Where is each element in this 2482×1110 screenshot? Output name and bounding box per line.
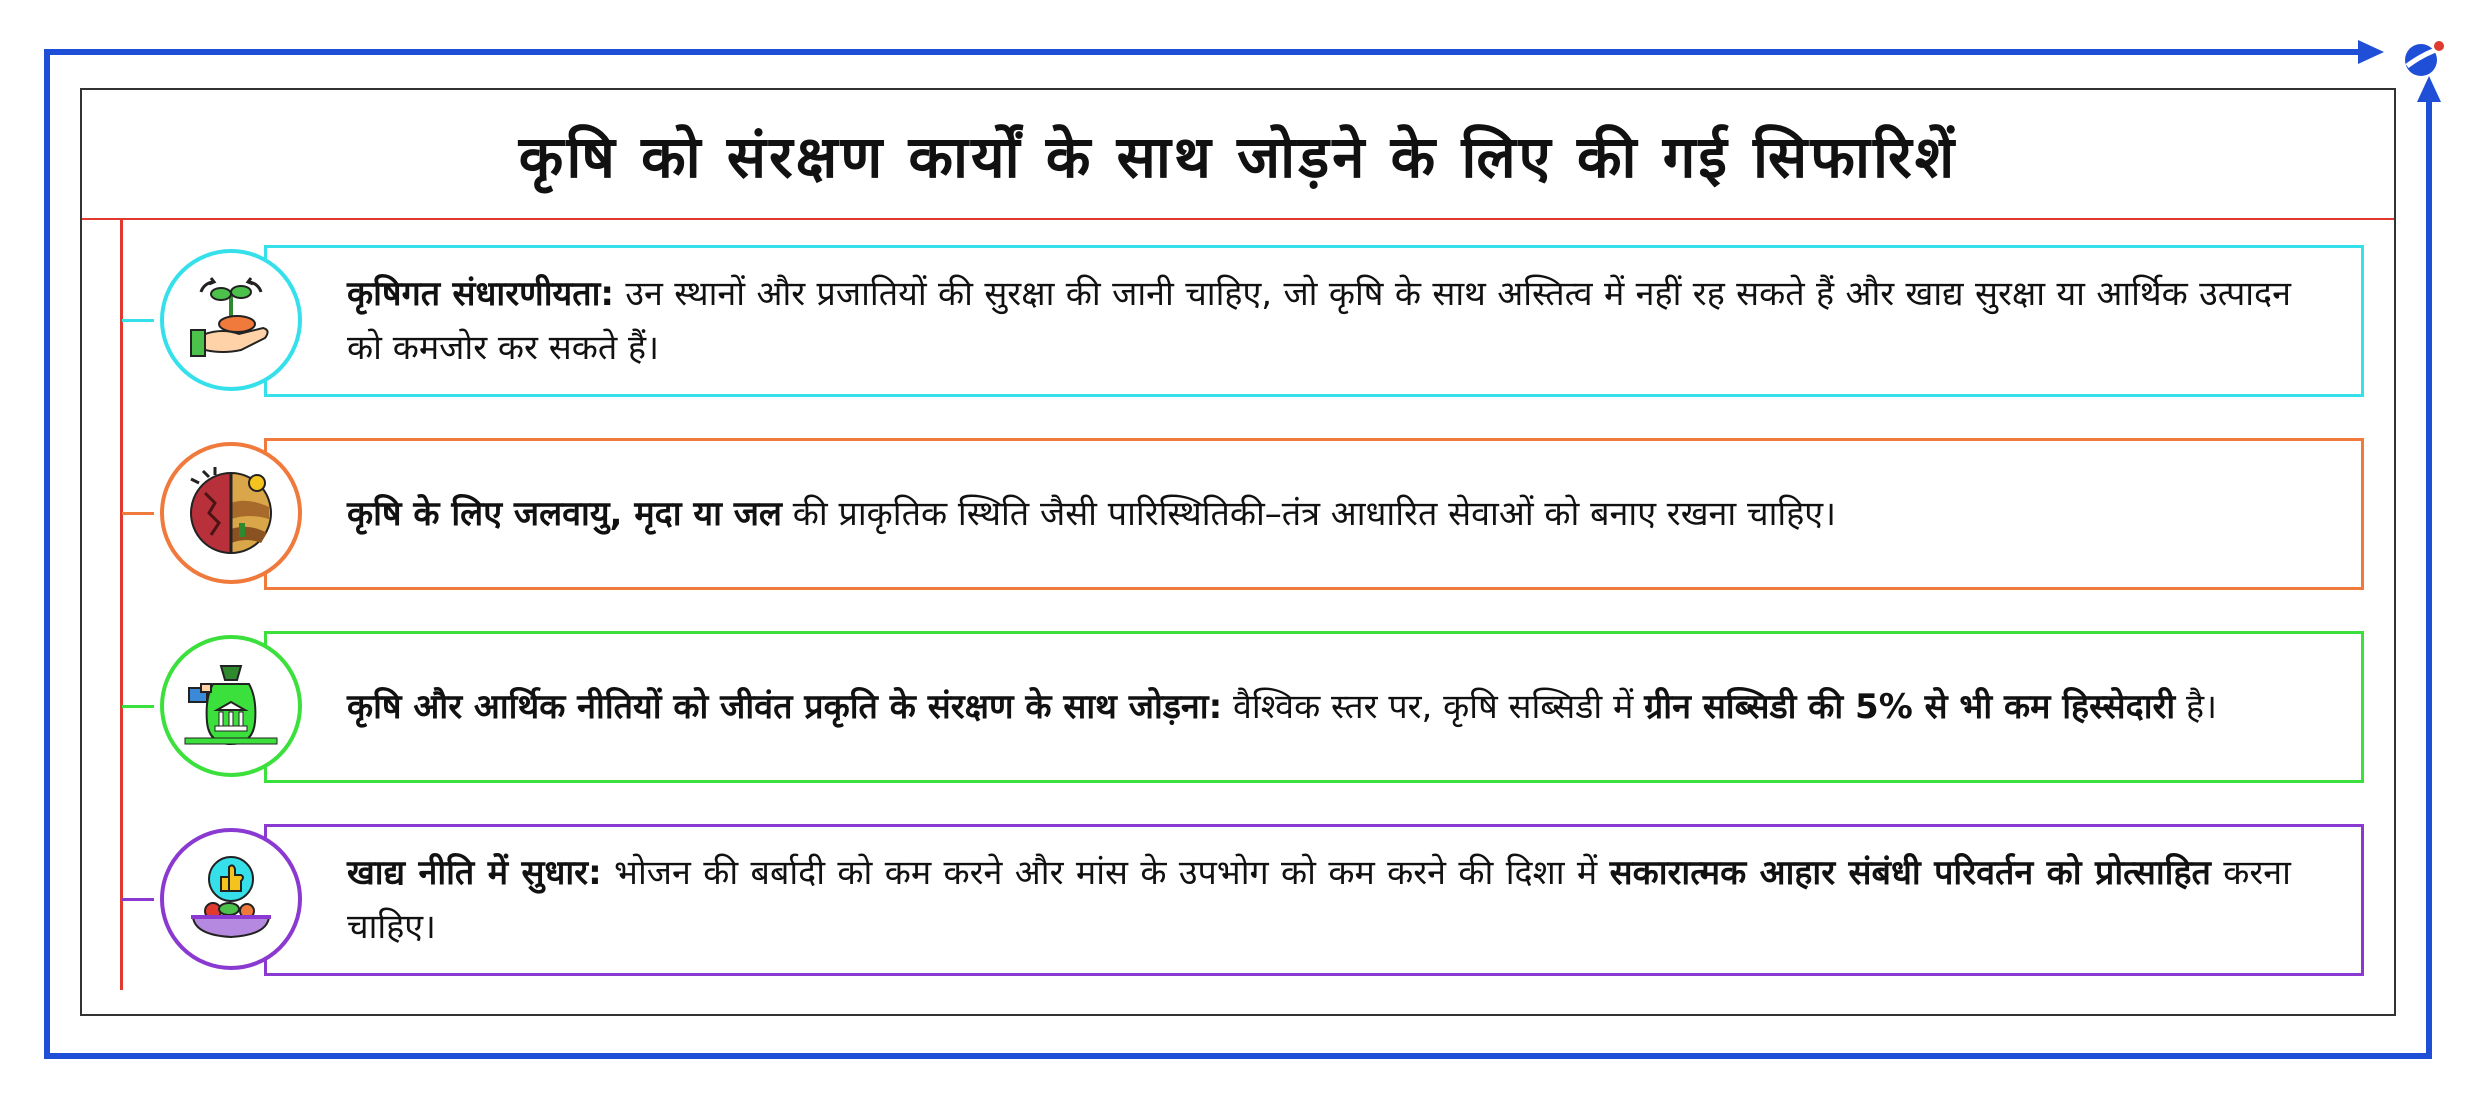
recommendation-text xyxy=(347,267,2291,375)
recommendation-box xyxy=(264,631,2364,783)
recommendation-box xyxy=(264,824,2364,976)
climate-soil-water-icon xyxy=(181,463,281,563)
recommendation-body: भोजन की बर्बादी को कम करने और मांस के उपभोग को कम करने की दिशा में xyxy=(601,853,1610,893)
recommendation-heading: कृषि के लिए जलवायु, मृदा या जल xyxy=(347,494,782,534)
hand-holding-seedling-icon xyxy=(183,272,279,368)
recommendation-item-agricultural-sustainability xyxy=(82,245,2398,397)
recommendation-heading: कृषि और आर्थिक नीतियों को जीवंत प्रकृति के संरक्षण के साथ जोड़ना: xyxy=(347,687,1223,727)
recommendation-body: की प्राकृतिक स्थिति जैसी पारिस्थितिकी–तंत्र आधारित सेवाओं को बनाए रखना चाहिए। xyxy=(782,494,1836,534)
logo-icon xyxy=(2395,32,2451,88)
item-icon-frame xyxy=(160,249,302,391)
recommendation-box xyxy=(264,438,2364,590)
frame-right-line xyxy=(2426,96,2432,1059)
recommendations-panel xyxy=(80,88,2396,1016)
recommendation-highlight: सकारात्मक आहार संबंधी परिवर्तन को प्रोत्साहित xyxy=(1609,853,2211,893)
recommendation-body-end: है। xyxy=(2175,687,2217,727)
page-title: कृषि को संरक्षण कार्यों के साथ जोड़ने के लिए की गई सिफारिशें xyxy=(518,122,1958,191)
item-icon-frame xyxy=(160,635,302,777)
item-connector xyxy=(122,512,154,515)
recommendation-body-end: करना चाहिए। xyxy=(347,853,2291,947)
recommendation-heading: कृषिगत संधारणीयता: xyxy=(347,274,615,314)
recommendation-item-food-policy xyxy=(82,824,2398,976)
item-connector xyxy=(122,898,154,901)
recommendation-box xyxy=(264,245,2364,397)
item-icon-frame xyxy=(160,442,302,584)
recommendation-text xyxy=(347,846,2291,954)
frame-left-line xyxy=(44,49,50,1059)
item-connector xyxy=(122,705,154,708)
recommendation-body: उन स्थानों और प्रजातियों की सुरक्षा की जानी चाहिए, जो कृषि के साथ अस्तित्व में नहीं रह सकते हैं और खाद्य सुरक्षा या आर्थिक उत्पादन को कमजोर कर सकते हैं। xyxy=(347,274,2291,368)
recommendation-highlight: ग्रीन सब्सिडी की 5% से भी कम हिस्सेदारी xyxy=(1644,687,2176,727)
item-connector xyxy=(122,319,154,322)
recommendation-item-policy-integration xyxy=(82,631,2398,783)
item-icon-frame xyxy=(160,828,302,970)
recommendation-body: वैश्विक स्तर पर, कृषि सब्सिडी में xyxy=(1222,687,1645,727)
subsidy-money-bag-icon xyxy=(183,658,279,754)
arrow-right-icon xyxy=(2358,40,2384,64)
frame-top-line xyxy=(44,49,2366,55)
title-area xyxy=(82,90,2394,220)
recommendation-text xyxy=(347,680,2291,734)
recommendation-item-ecosystem-services xyxy=(82,438,2398,590)
recommendation-heading: खाद्य नीति में सुधार: xyxy=(347,853,602,893)
food-policy-bowl-icon xyxy=(183,851,279,947)
recommendation-text xyxy=(347,487,2291,541)
frame-bottom-line xyxy=(44,1053,2432,1059)
